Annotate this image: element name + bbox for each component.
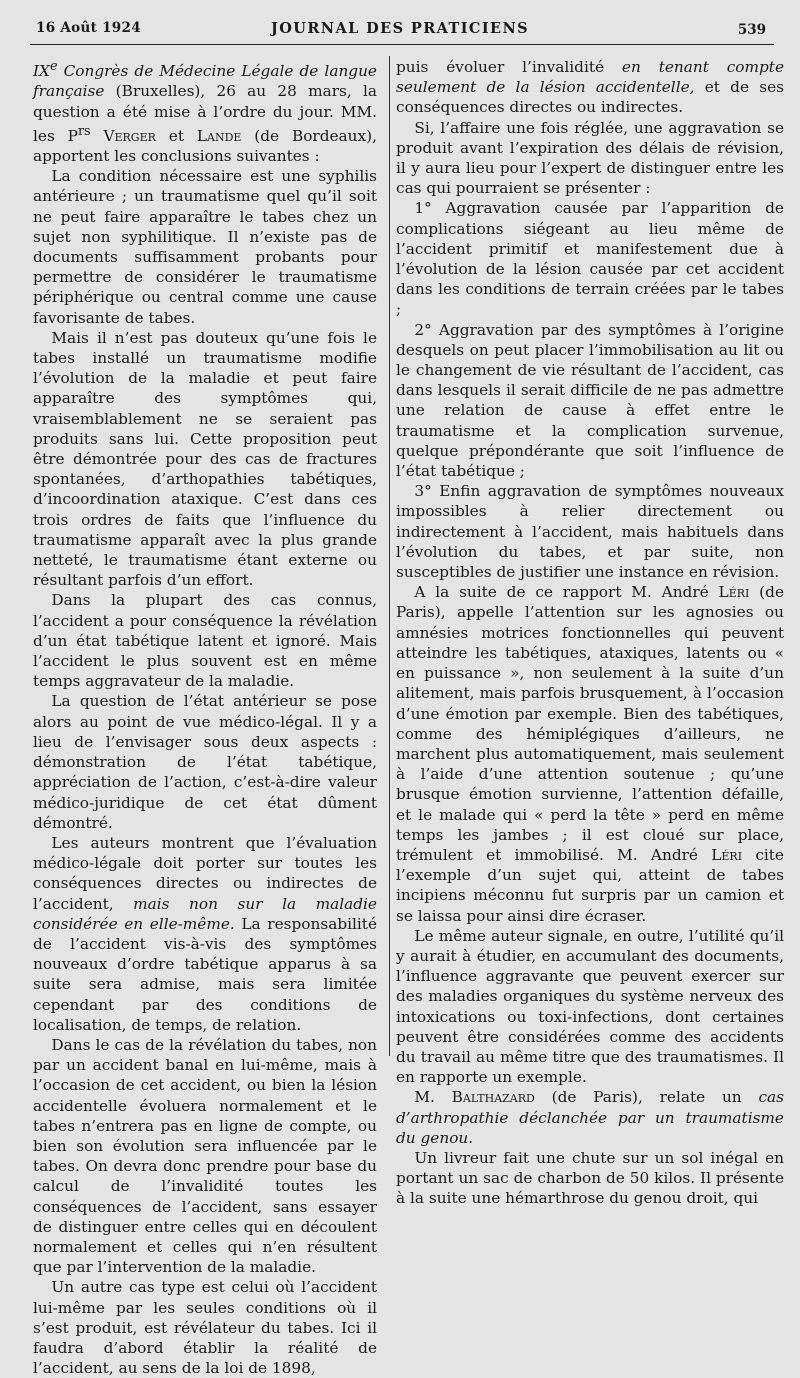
congress-number: IX — [33, 62, 50, 81]
paragraph: Le même auteur signale, en outre, l’utilité qu’il y aurait à étudier, en accumulant des documents, l’influence aggravante que peuvent exercer sur des maladies organiques du système nerveux des intoxications ou toxi-infections, dont certaines peuvent être considérées comme des accidents du travail au même titre que des traumatismes. Il en rapporte un exemple. — [396, 926, 784, 1087]
author-verger: Verger — [103, 126, 156, 145]
text-run: La responsabilité de l’accident vis-à-vis des symptômes nouveaux d’ordre tabétique apparus à sa suite sera admise, mais sera limitée cependant par des conditions de localisation, de temps, de relation. — [33, 914, 377, 1034]
intro-end: (de Bordeaux), apportent les conclusions suivantes : — [33, 126, 377, 165]
list-item-1: 1° Aggravation causée par l’apparition de complications siégeant au lieu même de l’accident primitif et manifestement due à l’évolution de la lésion causée par cet accident dans les conditions de terrain créées par le tabes ; — [396, 199, 784, 319]
text-run: (de Paris), relate un — [534, 1088, 759, 1107]
paragraph: Un livreur fait une chute sur un sol inégal en portant un sac de charbon de 50 kilos. Il présente à la suite une hémarthrose du genou droit, qui — [396, 1148, 784, 1208]
column-divider — [389, 56, 390, 1056]
paragraph-continued — [396, 57, 784, 118]
header-rule — [30, 44, 774, 45]
article-intro-paragraph — [33, 57, 377, 166]
paragraph: Mais il n’est pas douteux qu’une fois le tabes installé un traumatisme modifie l’évolution de la maladie et peut faire apparaître des symptômes qui, vraisemblablement ne se seraient pas produits sans lui. Cette proposition peut être démontrée pour des cas de fractures spontanées, d’arthopathies tabétiques, d’incoordination ataxique. C’est dans ces trois ordres de faits que l’influence du traumatisme apparaît avec la plus grande netteté, le traumatisme étant externe ou résultant parfois d’un effort. — [33, 328, 377, 590]
paragraph — [33, 833, 377, 1035]
list-item-2: 2° Aggravation par des symptômes à l’origine desquels on peut placer l’immobilisation au lit ou le changement de vie résultant de l’accident, cas dans lesquels il serait difficile de ne pas admettre une relation de cause à effet entre le traumatisme et la complication survenue, quelque prépondérante que soit l’influence de l’état tabétique ; — [396, 320, 784, 481]
text-run: et de ses conséquences directes ou indirectes. — [396, 78, 784, 117]
intro-and: et — [155, 126, 197, 145]
author-lande: Lande — [196, 126, 242, 145]
left-column — [33, 57, 377, 1378]
text-run: M. — [414, 1088, 452, 1107]
paragraph: Dans le cas de la révélation du tabes, non par un accident banal en lui-même, mais à l’occasion de cet accident, ou bien la lésion accidentelle évoluera normalement et le tabes n’entrera pas en ligne de compte, ou bien son évolution sera influencée par le tabes. On devra donc prendre pour base du calcul de l’invalidité toutes les conséquences de l’accident, sans essayer de distinguer entre celles qui en découlent normalement et celles qui n’en résultent que par l’intervention de la maladie. — [33, 1035, 377, 1277]
paragraph: Si, l’affaire une fois réglée, une aggravation se produit avant l’expiration des délais de révision, il y aura lieu pour l’expert de distinguer entre les cas qui pourraient se présenter : — [396, 118, 784, 198]
paragraph — [396, 1087, 784, 1148]
author-balthazard: Balthazard — [451, 1088, 535, 1107]
paragraph: La question de l’état antérieur se pose alors au point de vue médico-légal. Il y a lieu de l’envisager sous deux aspects : démonstration de l’état tabétique, appréciation de l’action, c’est-à-dire valeur médico-juridique de cet état dûment démontré. — [33, 692, 377, 832]
right-column — [396, 57, 784, 1209]
header-date: 16 Août 1924 — [36, 20, 141, 36]
paragraph: Un autre cas type est celui où l’accident lui-même par les seules conditions où il s’est produit, est révélateur du tabes. Ici il faudra d’abord établir la réalité de l’accident, au sens de la loi de 1898, — [33, 1278, 377, 1378]
italic-emphasis: en tenant compte seulement de la lésion accidentelle, — [396, 58, 784, 97]
congress-name: Congrès de Médecine Légale de langue française — [33, 62, 377, 101]
italic-emphasis: mais non sur la maladie considérée en elle-même. — [33, 894, 377, 933]
paragraph: La condition nécessaire est une syphilis antérieure ; un traumatisme quel qu’il soit ne peut faire apparaître le tabes chez un sujet non syphilitique. Il n’existe pas de documents suffisamment probants pour permettre de considérer le traumatisme périphérique ou central comme une cause favorisante de tabes. — [33, 167, 377, 327]
ordinal-suffix: e — [49, 59, 58, 74]
text-run: A la suite de ce rapport M. André — [414, 583, 719, 602]
author-leri: Léri — [718, 583, 750, 602]
title-abbrev: rs — [77, 123, 91, 139]
paragraph: Dans la plupart des cas connus, l’accident a pour conséquence la révélation d’un état tabétique latent et ignoré. Mais l’accident le plus souvent est en même temps aggravateur de la maladie. — [33, 591, 377, 691]
italic-emphasis: cas d’arthropathie déclanchée par un traumatisme du genou. — [396, 1088, 784, 1147]
text-run: (de Paris), appelle l’attention sur les agnosies ou amnésies motrices fonctionnelles qui peuvent atteindre les tabétiques, ataxiques, latents ou « en puissance », non seulement à la suite d’un alitement, mais parfois brusquement, à l’occasion d’une émotion par exemple. Bien des tabétiques, comme des hémiplégiques d’ailleurs, ne marchent plus automatiquement, mais seulement à l’aide d’une attention soutenue ; qu’une brusque émotion survienne, l’attention défaille, et le malade qui « perd la tête » perd en même temps les jambes ; il est cloué sur place, trémulent et immobilisé. M. André — [396, 583, 784, 864]
list-item-3: 3° Enfin aggravation de symptômes nouveaux impossibles à relier directement ou indirectement à l’accident, mais habituels dans l’évolution du tabes, et par suite, non susceptibles de justifier une instance en révision. — [396, 482, 784, 582]
author-leri: Léri — [711, 845, 743, 864]
intro-text: (Bruxelles), 26 au 28 mars, la question a été mise à l’ordre du jour. MM. les P — [33, 82, 377, 145]
text-run: puis évoluer l’invalidité — [396, 58, 622, 76]
page-number: 539 — [737, 22, 766, 38]
intro-space — [91, 127, 104, 145]
journal-title: JOURNAL DES PRATICIENS — [271, 20, 529, 37]
text-run: cite l’exemple d’un sujet qui, atteint de tabes incipiens méconnu fut surpris par un camion et se laissa pour ainsi dire écraser. — [396, 845, 784, 925]
paragraph — [396, 582, 784, 925]
text-run: Les auteurs montrent que l’évaluation médico-légale doit porter sur toutes les conséquences directes ou indirectes de l’accident, — [33, 833, 377, 913]
